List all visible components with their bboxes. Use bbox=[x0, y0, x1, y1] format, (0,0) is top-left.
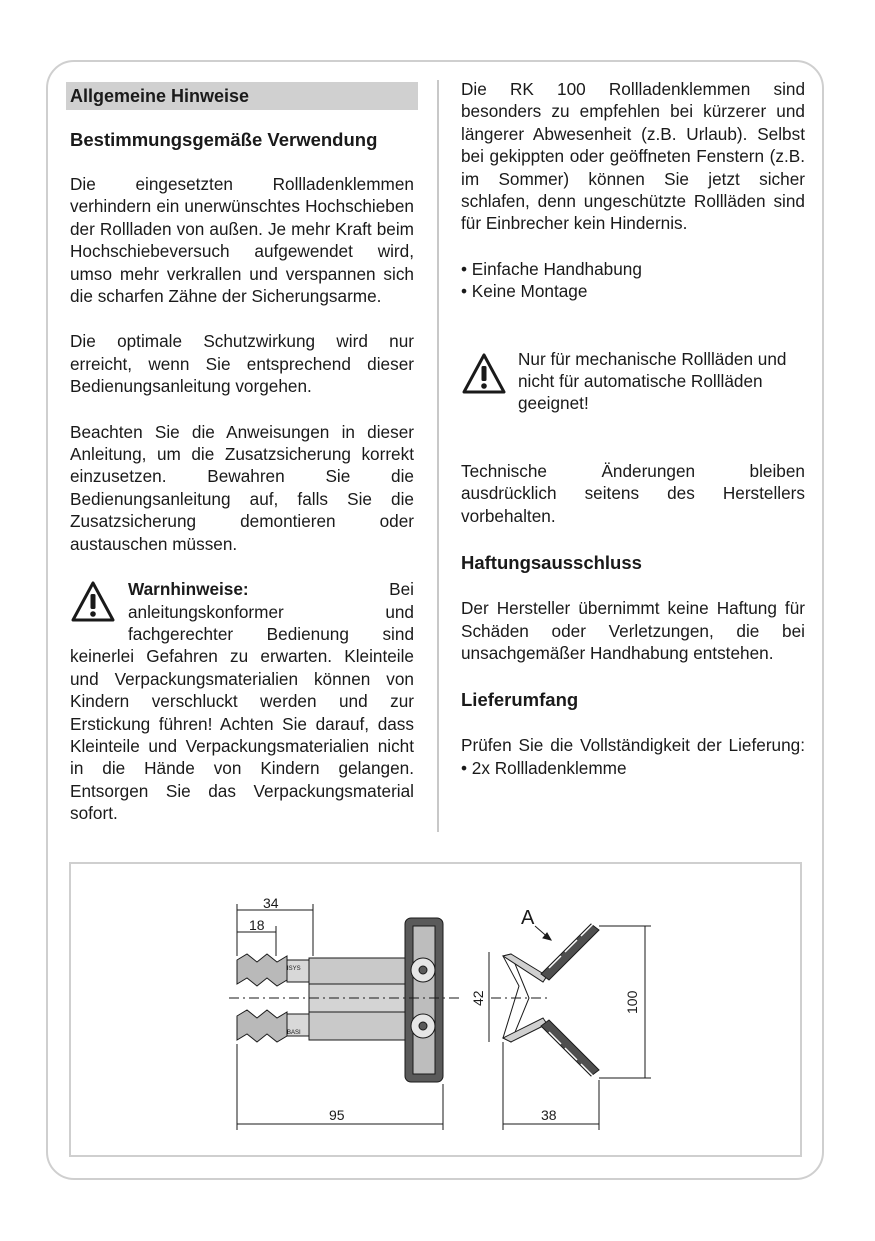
heading-intended-use: Bestimmungsgemäße Verwendung bbox=[70, 129, 378, 150]
paragraph-instructions: Beachten Sie die Anweisungen in dieser Anleitung, um die Zusatzsicherung korrekt einzusetzen. Bewahren Sie die Bedienungsanleitung auf, falls Sie die Zusatzsicherung demontieren oder austauschen müssen. bbox=[70, 421, 414, 554]
list-item: • Keine Montage bbox=[461, 280, 805, 302]
section-bar-general: Allgemeine Hinweise bbox=[66, 82, 418, 110]
warning-text: Bei anleitungskonformer und fachgerechter Bedienung sind keinerlei Gefahren zu erwarten. Kleinteile und Verpackungsmaterialien können von Kindern verschluckt werden und zur Erstickung führen! Achten Sie darauf, dass Kleinteile und Verpackungsmaterialien nicht in die Hände von Kindern gelangen. Entsorgen Sie das Verpackungsmaterial sofort. bbox=[70, 579, 414, 824]
column-divider bbox=[437, 80, 439, 832]
technical-drawing bbox=[69, 862, 802, 1157]
drawing-svg bbox=[71, 864, 804, 1159]
warning-triangle-icon bbox=[70, 580, 116, 624]
paragraph-changes: Technische Änderungen bleiben ausdrücklich seitens des Herstellers vorbehalten. bbox=[461, 460, 805, 526]
label-a: A bbox=[521, 907, 535, 929]
paragraph-liability: Der Hersteller übernimmt keine Haftung für Schäden oder Verletzungen, die bei unsachgemäßer Handhabung entstehen. bbox=[461, 598, 805, 663]
list-item: • Einfache Handhabung bbox=[461, 258, 805, 280]
caution-text: Nur für mechanische Rollläden und nicht für automatische Rollläden geeignet! bbox=[518, 348, 787, 414]
heading-liability: Haftungsausschluss bbox=[461, 552, 642, 574]
right-column bbox=[461, 78, 805, 779]
paragraph-protection: Die optimale Schutzwirkung wird nur erreicht, wenn Sie entsprechend dieser Bedienungsanleitung vorgehen. bbox=[70, 331, 414, 397]
warning-triangle-icon bbox=[461, 352, 507, 396]
isys-label: ISYS bbox=[287, 966, 301, 972]
warning-label: Warnhinweise: bbox=[128, 579, 249, 600]
paragraph-usage: Die eingesetzten Rollladenklemmen verhindern ein unerwünschtes Hochschieben der Rollladen von außen. Je mehr Kraft beim Hochschiebeversuch aufgewendet wird, umso mehr verkrallen und verspannen sich die scharfen Zähne der Sicherungsarme. bbox=[70, 174, 414, 307]
clamp-side-view bbox=[229, 904, 459, 1130]
dimension-95: 95 bbox=[329, 1107, 345, 1123]
clamp-top-view bbox=[489, 924, 651, 1130]
dimension-42: 42 bbox=[470, 990, 486, 1006]
dimension-38: 38 bbox=[541, 1107, 557, 1123]
paragraph-intro: Die RK 100 Rollladenklemmen sind besonders zu empfehlen bei kürzerer und längerer Abwesenheit (z.B. Urlaub). Selbst bei gekippten oder geöffneten Fenstern (z.B. im Sommer) können Sie jetzt sicher schlafen, denn ungeschützte Rollläden sind für Einbrecher kein Hindernis. bbox=[461, 79, 805, 234]
dimension-18: 18 bbox=[249, 917, 265, 933]
basi-label: BASI bbox=[287, 1030, 301, 1036]
feature-list bbox=[461, 258, 805, 303]
paragraph-scope: Prüfen Sie die Vollständigkeit der Lieferung: • 2x Rollladenklemme bbox=[461, 735, 805, 778]
left-column bbox=[70, 78, 414, 825]
dimension-34: 34 bbox=[263, 895, 279, 911]
warning-block bbox=[70, 578, 414, 824]
heading-scope: Lieferumfang bbox=[461, 689, 579, 711]
dimension-100: 100 bbox=[624, 990, 640, 1014]
caution-block bbox=[461, 348, 805, 415]
